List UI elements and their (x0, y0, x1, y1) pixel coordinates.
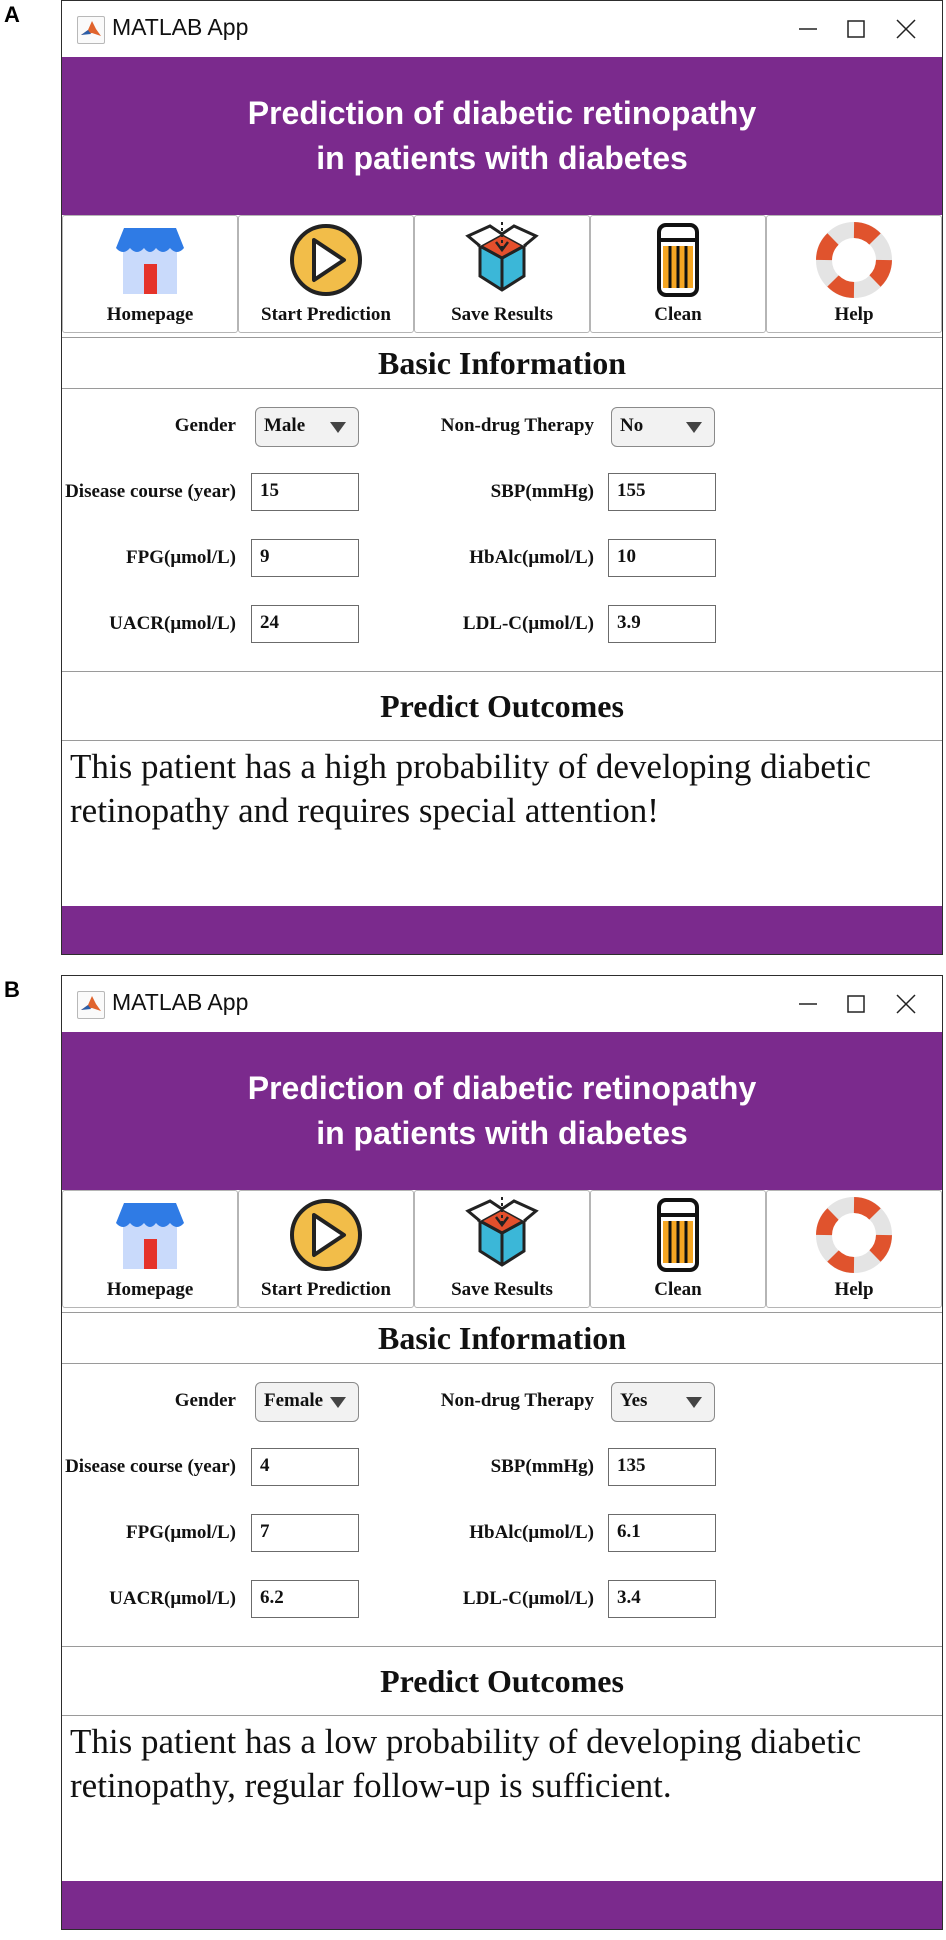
fpg-label: FPG(μmol/L) (126, 1522, 236, 1543)
minimize-button[interactable] (788, 984, 828, 1024)
predict-outcomes-heading: Predict Outcomes (62, 1646, 942, 1716)
app-footer (62, 1881, 942, 1929)
start-prediction-button[interactable] (238, 215, 414, 333)
uacr-label: UACR(μmol/L) (109, 613, 236, 634)
non-drug-therapy-dropdown[interactable] (611, 407, 715, 447)
save-box-icon (462, 222, 542, 298)
ldl-field[interactable]: 3.9 (608, 605, 716, 643)
start-prediction-label: Start Prediction (261, 1279, 391, 1300)
matlab-logo-icon (77, 16, 105, 44)
gender-value: Male (264, 415, 306, 436)
help-button[interactable] (766, 215, 942, 333)
gender-value: Female (264, 1390, 324, 1411)
basic-information-heading: Basic Information (62, 337, 942, 389)
lifebuoy-icon (814, 222, 894, 298)
start-prediction-label: Start Prediction (261, 304, 391, 325)
ldl-field[interactable]: 3.4 (608, 1580, 716, 1618)
uacr-label: UACR(μmol/L) (109, 1588, 236, 1609)
dropdown-arrow-icon (686, 1397, 702, 1408)
hba1c-field[interactable]: 6.1 (608, 1514, 716, 1552)
close-button[interactable] (886, 9, 926, 49)
homepage-button[interactable] (62, 215, 238, 333)
gender-dropdown[interactable] (255, 407, 359, 447)
dropdown-arrow-icon (686, 422, 702, 433)
minimize-button[interactable] (788, 9, 828, 49)
app-window (61, 0, 943, 955)
save-results-label: Save Results (451, 304, 553, 325)
maximize-button[interactable] (836, 9, 876, 49)
minimize-icon (799, 20, 817, 38)
trash-icon (638, 1197, 718, 1273)
clean-label: Clean (654, 304, 702, 325)
app-footer (62, 906, 942, 954)
play-icon (286, 1197, 366, 1273)
clean-button[interactable] (590, 1190, 766, 1308)
home-icon (110, 1197, 190, 1273)
start-prediction-button[interactable] (238, 1190, 414, 1308)
sbp-label: SBP(mmHg) (490, 1456, 594, 1477)
save-results-button[interactable] (414, 1190, 590, 1308)
maximize-icon (847, 995, 865, 1013)
window-title: MATLAB App (112, 989, 249, 1015)
app-heading: Prediction of diabetic retinopathy in patients with diabetes (247, 1070, 757, 1151)
sbp-field[interactable]: 135 (608, 1448, 716, 1486)
prediction-result-text: This patient has a low probability of developing diabetic retinopathy, regular follow-up is sufficient. (70, 1722, 862, 1805)
help-label: Help (834, 304, 874, 325)
save-results-label: Save Results (451, 1279, 553, 1300)
clean-button[interactable] (590, 215, 766, 333)
help-button[interactable] (766, 1190, 942, 1308)
play-icon (286, 222, 366, 298)
disease-course-field[interactable]: 4 (251, 1448, 359, 1486)
basic-information-heading: Basic Information (62, 1312, 942, 1364)
trash-icon (638, 222, 718, 298)
help-label: Help (834, 1279, 874, 1300)
dropdown-arrow-icon (330, 422, 346, 433)
toolbar (62, 215, 942, 333)
fpg-label: FPG(μmol/L) (126, 547, 236, 568)
sbp-label: SBP(mmHg) (490, 481, 594, 502)
minimize-icon (799, 995, 817, 1013)
uacr-field[interactable]: 6.2 (251, 1580, 359, 1618)
gender-dropdown[interactable] (255, 1382, 359, 1422)
app-banner (62, 1032, 942, 1190)
app-banner (62, 57, 942, 215)
non-drug-therapy-label: Non-drug Therapy (440, 415, 594, 436)
sbp-field[interactable]: 155 (608, 473, 716, 511)
fpg-field[interactable]: 9 (251, 539, 359, 577)
app-panel-b (0, 975, 946, 1940)
non-drug-therapy-label: Non-drug Therapy (440, 1390, 594, 1411)
save-box-icon (462, 1197, 542, 1273)
app-heading: Prediction of diabetic retinopathy in patients with diabetes (247, 95, 757, 176)
close-icon (896, 19, 916, 39)
title-bar (62, 976, 942, 1032)
disease-course-label: Disease course (year) (65, 1456, 236, 1477)
homepage-label: Homepage (106, 1279, 194, 1300)
ldl-label: LDL-C(μmol/L) (462, 613, 594, 634)
prediction-result-text: This patient has a high probability of developing diabetic retinopathy and requires special attention! (70, 747, 871, 830)
app-panel-a (0, 0, 946, 965)
title-bar (62, 1, 942, 57)
non-drug-therapy-dropdown[interactable] (611, 1382, 715, 1422)
home-icon (110, 222, 190, 298)
close-icon (896, 994, 916, 1014)
panel-letter: A (4, 2, 20, 27)
homepage-label: Homepage (106, 304, 194, 325)
hba1c-field[interactable]: 10 (608, 539, 716, 577)
hba1c-label: HbAlc(μmol/L) (469, 1522, 594, 1543)
non-drug-therapy-value: Yes (620, 1390, 648, 1411)
close-button[interactable] (886, 984, 926, 1024)
window-title: MATLAB App (112, 14, 249, 40)
maximize-icon (847, 20, 865, 38)
disease-course-label: Disease course (year) (65, 481, 236, 502)
non-drug-therapy-value: No (620, 415, 644, 436)
maximize-button[interactable] (836, 984, 876, 1024)
dropdown-arrow-icon (330, 1397, 346, 1408)
gender-label: Gender (174, 415, 236, 436)
matlab-logo-icon (77, 991, 105, 1019)
lifebuoy-icon (814, 1197, 894, 1273)
homepage-button[interactable] (62, 1190, 238, 1308)
predict-outcomes-heading: Predict Outcomes (62, 671, 942, 741)
save-results-button[interactable] (414, 215, 590, 333)
ldl-label: LDL-C(μmol/L) (462, 1588, 594, 1609)
toolbar (62, 1190, 942, 1308)
hba1c-label: HbAlc(μmol/L) (469, 547, 594, 568)
clean-label: Clean (654, 1279, 702, 1300)
disease-course-field[interactable]: 15 (251, 473, 359, 511)
panel-letter: B (4, 977, 20, 1002)
fpg-field[interactable]: 7 (251, 1514, 359, 1552)
app-window (61, 975, 943, 1930)
uacr-field[interactable]: 24 (251, 605, 359, 643)
gender-label: Gender (174, 1390, 236, 1411)
